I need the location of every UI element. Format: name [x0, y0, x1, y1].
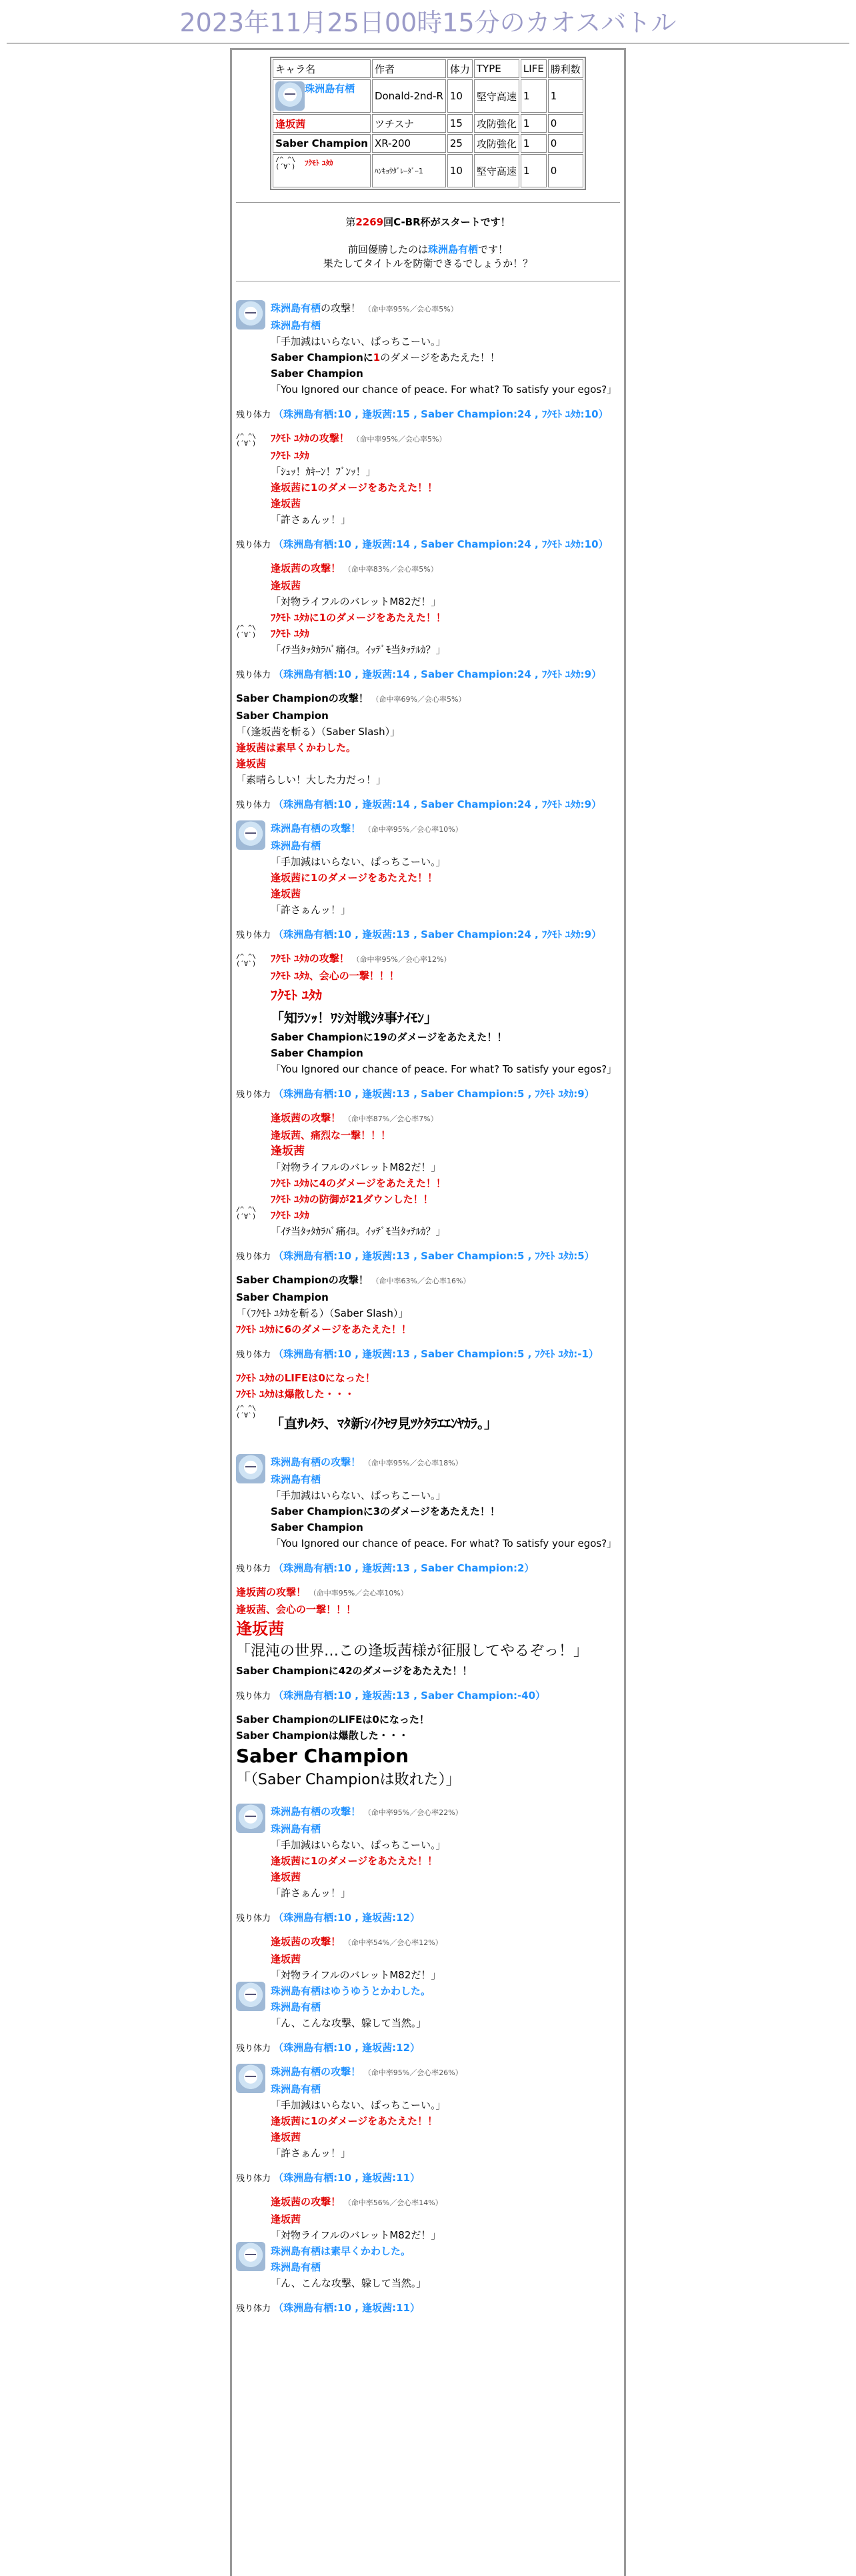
char-name-cell: 逢坂茜: [273, 114, 371, 133]
table-header-row: [273, 59, 583, 78]
battle-turn: 珠洲島有栖の攻撃！ （命中率95%／会心率18%） 珠洲島有栖 「手加減はいらない、ぱっちこーい。」 Saber Championに3のダメージをあたえた！！ Saber Champion 「You Ignored our chance of peace. For what? To satisfy your egos?」: [236, 1454, 620, 1551]
battle-turn: 珠洲島有栖の攻撃！ （命中率95%／会心率26%） 珠洲島有栖 「手加減はいらない、ぱっちこーい。」 逢坂茜に1のダメージをあたえた！！ 逢坂茜 「許さぁんッ！」: [236, 2064, 620, 2161]
wins-cell: 1: [548, 79, 583, 113]
hp-cell: 10: [447, 79, 473, 113]
avatar: [275, 81, 305, 111]
char-name-cell: 珠洲島有栖: [273, 79, 371, 113]
hp-cell: 10: [447, 154, 473, 187]
remaining-hp: 残り体力 （珠洲島有栖:10 , 逢坂茜:12）: [236, 2042, 421, 2054]
remaining-hp: 残り体力 （珠洲島有栖:10 , 逢坂茜:13 , Saber Champion:24 , ﾌｸﾓﾄ ﾕﾀｶ:9）: [236, 928, 602, 940]
col-header-name: キャラ名: [273, 59, 371, 78]
life-cell: 1: [521, 154, 547, 187]
battle-log-panel: [230, 48, 626, 2576]
hp-cell: 25: [447, 134, 473, 153]
intro-line-1: 第2269回C-BR杯がスタートです！: [345, 216, 511, 228]
col-header-author: 作者: [372, 59, 446, 78]
battle-turn: 逢坂茜の攻撃！ （命中率56%／会心率14%） 逢坂茜 「対物ライフルのバレットM82だ！」 珠洲島有栖は素早くかわした。 珠洲島有栖 「ん、こんな攻撃、躱して当然。」: [236, 2194, 620, 2291]
remaining-hp: 残り体力 （珠洲島有栖:10 , 逢坂茜:11）: [236, 2172, 421, 2184]
avatar: [236, 820, 265, 850]
battle-turn: /^ ^\ (´∀`) ﾌｸﾓﾄ ﾕﾀｶの攻撃！ （命中率95%／会心率12%） ﾌｸﾓﾄ ﾕﾀｶ、会心の一撃！！！ ﾌｸﾓﾄ ﾕﾀｶ 「知ﾗﾝｯ！ﾜｼ対戦ｼﾀ事ﾅｲﾓﾝ」 Saber Championに19のダメージをあたえた！！ Saber Champion 「You Ignored our chance of peace. For what? To satisfy your egos?」: [236, 952, 617, 1075]
author-cell: ツチスナ: [372, 114, 446, 133]
wins-cell: 0: [548, 154, 583, 187]
battle-turn: /^ ^\ (´∀`) ﾌｸﾓﾄ ﾕﾀｶの攻撃！ （命中率95%／会心率5%） ﾌｸﾓﾄ ﾕﾀｶ 「ｼｭｯ！ｶｷｰﾝ！ﾌﾞﾝｯ！」 逢坂茜に1のダメージをあたえた！！ 逢坂茜 「許さぁんッ！」: [236, 432, 447, 526]
avatar: [236, 2064, 265, 2093]
ascii-face-icon: /^ ^\ (´∀`): [236, 433, 257, 448]
char-name-cell: /^ ^\ (´∀`) ﾌｸﾓﾄ ﾕﾀｶ: [273, 154, 371, 187]
author-cell: ﾊﾝｷｮｳﾀﾞﾚｰﾀﾞｰ1: [372, 154, 446, 187]
wins-cell: 0: [548, 134, 583, 153]
remaining-hp: 残り体力 （珠洲島有栖:10 , 逢坂茜:13 , Saber Champion:5 , ﾌｸﾓﾄ ﾕﾀｶ:5）: [236, 1250, 595, 1262]
remaining-hp: 残り体力 （珠洲島有栖:10 , 逢坂茜:12）: [236, 1912, 421, 1924]
intro-line-3: 果たしてタイトルを防衛できるでしょうか！？: [323, 257, 533, 269]
type-cell: 堅守高速: [474, 79, 519, 113]
table-row: [273, 134, 583, 153]
hp-cell: 15: [447, 114, 473, 133]
avatar: [236, 1454, 265, 1483]
battle-turn: 珠洲島有栖の攻撃！ （命中率95%／会心率22%） 珠洲島有栖 「手加減はいらない、ぱっちこーい。」 逢坂茜に1のダメージをあたえた！！ 逢坂茜 「許さぁんッ！」: [236, 1804, 620, 1901]
page-title: 2023年11月25日00時15分のカオスバトル: [179, 8, 677, 37]
col-header-wins: 勝利数: [548, 59, 583, 78]
author-cell: XR-200: [372, 134, 446, 153]
char-name-cell: Saber Champion: [273, 134, 371, 153]
type-cell: 堅守高速: [474, 154, 519, 187]
col-header-hp: 体力: [447, 59, 473, 78]
remaining-hp: 残り体力 （珠洲島有栖:10 , 逢坂茜:13 , Saber Champion:5 , ﾌｸﾓﾄ ﾕﾀｶ:9）: [236, 1088, 595, 1100]
author-cell: Donald-2nd-R: [372, 79, 446, 113]
ascii-face-icon: /^ ^\ (´∀`): [236, 624, 257, 639]
col-header-life: LIFE: [521, 59, 547, 78]
ascii-face-icon: /^ ^\ (´∀`): [236, 1405, 257, 1419]
ascii-face-icon: /^ ^\ (´∀`): [236, 953, 257, 968]
remaining-hp: 残り体力 （珠洲島有栖:10 , 逢坂茜:13 , Saber Champion:-40）: [236, 1690, 546, 1702]
type-cell: 攻防強化: [474, 134, 519, 153]
remaining-hp: 残り体力 （珠洲島有栖:10 , 逢坂茜:13 , Saber Champion:5 , ﾌｸﾓﾄ ﾕﾀｶ:-1）: [236, 1348, 599, 1360]
remaining-hp: 残り体力 （珠洲島有栖:10 , 逢坂茜:11）: [236, 2302, 421, 2314]
battle-turn: 珠洲島有栖の攻撃！ （命中率95%／会心率5%） 珠洲島有栖 「手加減はいらない、ぱっちこーい。」 Saber Championに1のダメージをあたえた！！ Saber Champion 「You Ignored our chance of peace. For what? To satisfy your egos?」: [236, 300, 620, 398]
divider: [236, 202, 620, 203]
intro-line-2: 前回優勝したのは珠洲島有栖です！: [347, 243, 509, 255]
battle-turn: Saber Championの攻撃！ （命中率69%／会心率5%） Saber Champion 「（逢坂茜を斬る）（Saber Slash）」 逢坂茜は素早くかわした。 逢坂茜 「素晴らしい！大した力だっ！」: [236, 692, 466, 786]
col-header-type: TYPE: [474, 59, 519, 78]
title-divider: [7, 43, 849, 44]
avatar: [236, 1982, 265, 2011]
battle-turn: 珠洲島有栖の攻撃！ （命中率95%／会心率10%） 珠洲島有栖 「手加減はいらない、ぱっちこーい。」 逢坂茜に1のダメージをあたえた！！ 逢坂茜 「許さぁんッ！」: [236, 820, 620, 918]
character-table: [270, 57, 586, 190]
ko-message: Saber ChampionのLIFEは0になった！ Saber Championは爆散した・・・ Saber Champion 「（Saber Championは敗れた）」: [236, 1714, 461, 1788]
table-row: [273, 154, 583, 187]
battle-turn: 逢坂茜の攻撃！ （命中率87%／会心率7%） 逢坂茜、痛烈な一撃！！！ 逢坂茜 「対物ライフルのバレットM82だ！」 ﾌｸﾓﾄ ﾕﾀｶに4のダメージをあたえた！！ ﾌｸﾓﾄ ﾕﾀｶの防御が21ダウンした！！ /^ ^\ (´∀`) ﾌｸﾓﾄ ﾕﾀｶ 「ｲﾃ当ﾀｯﾀｶﾗﾊﾞ痛ｲﾖ。ｲｯﾃﾞﾓ当ﾀｯﾃﾙｶ？」: [236, 1112, 446, 1237]
avatar: [236, 2242, 265, 2271]
battle-turn: 逢坂茜の攻撃！ （命中率54%／会心率12%） 逢坂茜 「対物ライフルのバレットM82だ！」 珠洲島有栖はゆうゆうとかわした。 珠洲島有栖 「ん、こんな攻撃、躱して当然。」: [236, 1934, 620, 2031]
table-row: [273, 114, 583, 133]
remaining-hp: 残り体力 （珠洲島有栖:10 , 逢坂茜:13 , Saber Champion:2）: [236, 1562, 535, 1574]
life-cell: 1: [521, 114, 547, 133]
ascii-face-icon: /^ ^\ (´∀`): [236, 1206, 257, 1221]
remaining-hp: 残り体力 （珠洲島有栖:10 , 逢坂茜:14 , Saber Champion:24 , ﾌｸﾓﾄ ﾕﾀｶ:10）: [236, 538, 609, 550]
remaining-hp: 残り体力 （珠洲島有栖:10 , 逢坂茜:14 , Saber Champion:24 , ﾌｸﾓﾄ ﾕﾀｶ:9）: [236, 668, 602, 680]
avatar: [236, 300, 265, 330]
life-cell: 1: [521, 79, 547, 113]
ko-message: ﾌｸﾓﾄ ﾕﾀｶのLIFEは0になった！ ﾌｸﾓﾄ ﾕﾀｶは爆散した・・・ /^ ^\ (´∀`) 「直ｻﾚﾀﾗ、ﾏﾀ新ｼｲｸｾｦ見ﾂｹﾀﾗｴｴﾝﾔｶﾗ。」: [236, 1370, 620, 1442]
life-cell: 1: [521, 134, 547, 153]
avatar: [236, 1804, 265, 1833]
table-row: [273, 79, 583, 113]
battle-turn: Saber Championの攻撃！ （命中率63%／会心率16%） Saber Champion 「（ﾌｸﾓﾄ ﾕﾀｶを斬る）（Saber Slash）」 ﾌｸﾓﾄ ﾕﾀｶに6のダメージをあたえた！！: [236, 1274, 471, 1335]
remaining-hp: 残り体力 （珠洲島有栖:10 , 逢坂茜:14 , Saber Champion:24 , ﾌｸﾓﾄ ﾕﾀｶ:9）: [236, 798, 602, 810]
type-cell: 攻防強化: [474, 114, 519, 133]
wins-cell: 0: [548, 114, 583, 133]
battle-turn: 逢坂茜の攻撃！ （命中率95%／会心率10%） 逢坂茜、会心の一撃！！！ 逢坂茜 「混沌の世界…この逢坂茜様が征服してやるぞっ！」 Saber Championに42のダメージをあたえた！！: [236, 1586, 589, 1677]
ascii-face-icon: /^ ^\ (´∀`): [275, 156, 296, 171]
battle-turn: 逢坂茜の攻撃！ （命中率83%／会心率5%） 逢坂茜 「対物ライフルのバレットM82だ！」 ﾌｸﾓﾄ ﾕﾀｶに1のダメージをあたえた！！ /^ ^\ (´∀`) ﾌｸﾓﾄ ﾕﾀｶ 「ｲﾃ当ﾀｯﾀｶﾗﾊﾞ痛ｲﾖ。ｲｯﾃﾞﾓ当ﾀｯﾃﾙｶ？」: [236, 562, 446, 656]
remaining-hp: 残り体力 （珠洲島有栖:10 , 逢坂茜:15 , Saber Champion:24 , ﾌｸﾓﾄ ﾕﾀｶ:10）: [236, 408, 609, 420]
